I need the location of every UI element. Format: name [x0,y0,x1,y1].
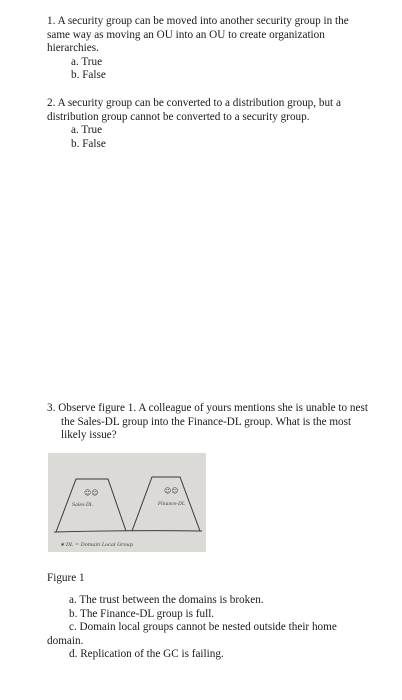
question-1-option-a: a. True [71,55,103,68]
question-1-option-b: b. False [71,69,106,82]
legend-star-icon: ★ [60,542,65,548]
question-2-stem: 2. A security group can be converted to a distribution group, but a distribution group cannot be converted to a security group. [47,97,341,123]
question-2 [47,97,367,151]
question-3-option-c: c. Domain local groups cannot be nested outside their home [69,621,337,634]
figure-legend: DL = Domain Local Group [66,542,133,548]
ground-line [54,531,202,532]
question-2-option-a: a. True [71,124,103,137]
left-group-icon: ☺☺ [84,489,99,497]
question-1-stem: 1. A security group can be moved into another security group in the same way as moving an OU into an OU to create organization hierarchies. [47,15,349,55]
question-1 [47,15,367,83]
question-3-stem: 3. Observe figure 1. A colleague of yours mentions she is unable to nest the Sales-DL group into the Finance-DL group. What is the most likely issue? [47,402,368,442]
question-3-option-a: a. The trust between the domains is broken. [69,594,264,606]
finance-dl-label: Finance-DL [158,502,185,507]
question-3-option-b: b. The Finance-DL group is full. [69,607,215,620]
sales-dl-label: Sales-DL [72,503,93,508]
question-3-options [47,594,377,662]
question-3 [47,402,377,443]
right-group-icon: ☺☺ [164,487,179,495]
question-2-option-b: b. False [71,137,106,150]
question-3-option-d: d. Replication of the GC is failing. [69,648,224,661]
domain-diagram [48,453,206,552]
question-3-option-c-continued: domain. [47,634,84,647]
figure-1-image [48,453,206,552]
figure-caption: Figure 1 [47,572,85,584]
